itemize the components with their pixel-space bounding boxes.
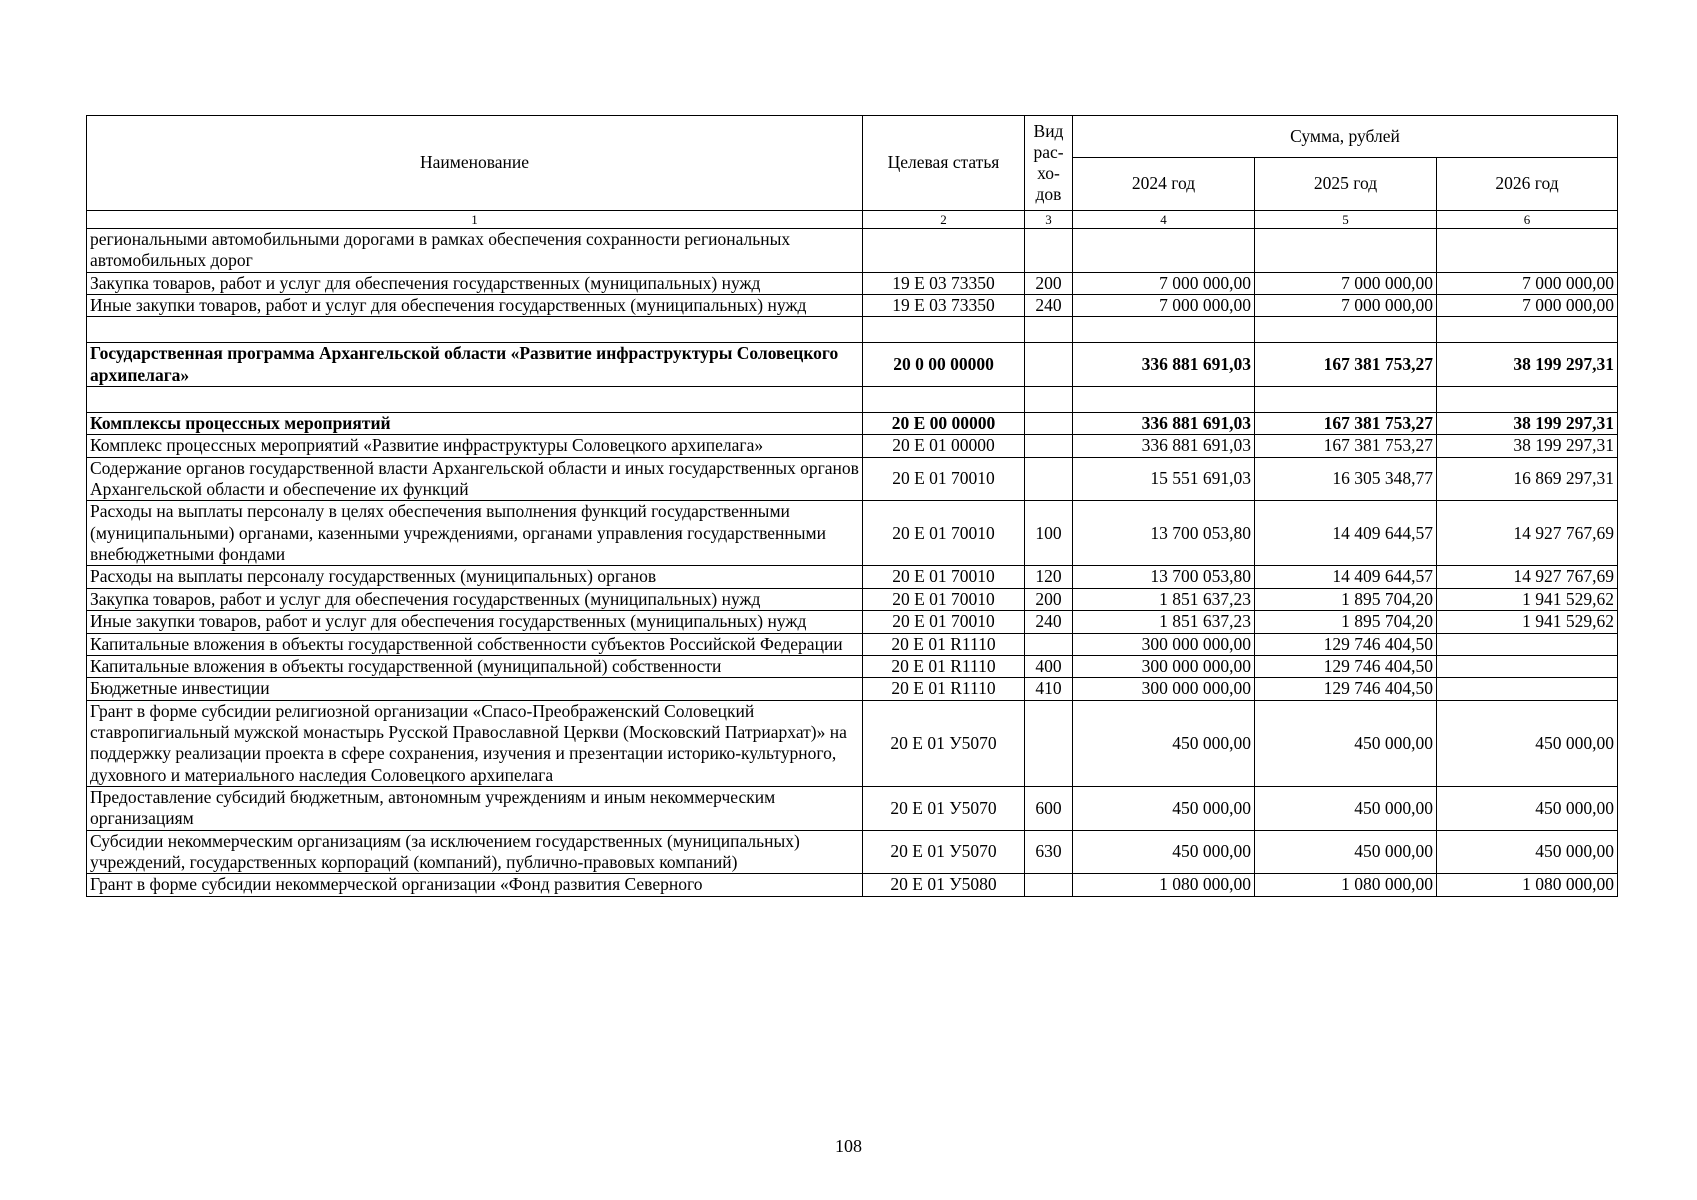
row-sum-2026: 1 941 529,62 <box>1437 588 1618 610</box>
row-sum-2025: 450 000,00 <box>1255 830 1437 874</box>
row-expense-type <box>1025 874 1073 896</box>
row-expense-type: 120 <box>1025 566 1073 588</box>
row-sum-2024: 300 000 000,00 <box>1073 633 1255 655</box>
table-row <box>87 435 1618 457</box>
spacer-cell <box>1255 387 1437 413</box>
row-target-article: 20 Е 01 R1110 <box>863 633 1025 655</box>
row-target-article: 20 Е 01 70010 <box>863 588 1025 610</box>
row-target-article: 20 Е 01 70010 <box>863 611 1025 633</box>
row-sum-2024: 7 000 000,00 <box>1073 272 1255 294</box>
row-sum-2025 <box>1255 229 1437 273</box>
row-sum-2026 <box>1437 655 1618 677</box>
header-sum: Сумма, рублей <box>1073 116 1618 158</box>
header-expense-type <box>1025 116 1073 211</box>
row-target-article: 19 Е 03 73350 <box>863 295 1025 317</box>
row-sum-2025: 129 746 404,50 <box>1255 655 1437 677</box>
row-sum-2025: 7 000 000,00 <box>1255 295 1437 317</box>
row-name: Расходы на выплаты персоналу государственных (муниципальных) органов <box>87 566 863 588</box>
spacer-cell <box>1255 317 1437 343</box>
page-number: 108 <box>835 1136 862 1156</box>
table-row <box>87 295 1618 317</box>
row-name: Субсидии некоммерческим организациям (за исключением государственных (муниципальных) учреждений, государственных корпораций (компаний), публично-правовых компаний) <box>87 830 863 874</box>
row-sum-2026: 14 927 767,69 <box>1437 501 1618 566</box>
table-body <box>87 229 1618 897</box>
row-sum-2026: 1 080 000,00 <box>1437 874 1618 896</box>
row-expense-type: 240 <box>1025 295 1073 317</box>
row-sum-2025: 129 746 404,50 <box>1255 633 1437 655</box>
spacer-cell <box>87 317 863 343</box>
spacer-cell <box>1073 317 1255 343</box>
table-row <box>87 874 1618 896</box>
table-row <box>87 611 1618 633</box>
row-name: Содержание органов государственной власти Архангельской области и иных государственных органов Архангельской области и обеспечение их функций <box>87 457 863 501</box>
row-expense-type <box>1025 343 1073 387</box>
row-expense-type: 240 <box>1025 611 1073 633</box>
table-row <box>87 413 1618 435</box>
table-row <box>87 229 1618 273</box>
row-sum-2026: 450 000,00 <box>1437 700 1618 786</box>
row-expense-type <box>1025 457 1073 501</box>
column-index: 2 <box>863 211 1025 229</box>
spacer-row <box>87 317 1618 343</box>
row-target-article: 20 Е 01 У5070 <box>863 700 1025 786</box>
row-name: Иные закупки товаров, работ и услуг для обеспечения государственных (муниципальных) нужд <box>87 611 863 633</box>
row-sum-2025: 450 000,00 <box>1255 786 1437 830</box>
header-year-2024: 2024 год <box>1073 158 1255 211</box>
row-sum-2024: 336 881 691,03 <box>1073 413 1255 435</box>
column-index-row <box>87 211 1618 229</box>
row-target-article: 20 Е 01 00000 <box>863 435 1025 457</box>
row-expense-type: 600 <box>1025 786 1073 830</box>
row-sum-2024: 300 000 000,00 <box>1073 678 1255 700</box>
row-sum-2024: 15 551 691,03 <box>1073 457 1255 501</box>
row-sum-2024: 7 000 000,00 <box>1073 295 1255 317</box>
row-sum-2025: 16 305 348,77 <box>1255 457 1437 501</box>
row-sum-2025: 1 895 704,20 <box>1255 611 1437 633</box>
row-name: Иные закупки товаров, работ и услуг для обеспечения государственных (муниципальных) нужд <box>87 295 863 317</box>
table-row <box>87 588 1618 610</box>
row-target-article: 20 Е 01 R1110 <box>863 655 1025 677</box>
spacer-cell <box>1073 387 1255 413</box>
row-sum-2026: 38 199 297,31 <box>1437 343 1618 387</box>
table-row <box>87 566 1618 588</box>
header-expense-type-line: рас- <box>1033 142 1064 162</box>
spacer-cell <box>863 317 1025 343</box>
budget-table <box>86 115 1618 897</box>
spacer-cell <box>1025 317 1073 343</box>
row-expense-type <box>1025 229 1073 273</box>
row-sum-2025: 14 409 644,57 <box>1255 566 1437 588</box>
row-sum-2024 <box>1073 229 1255 273</box>
row-expense-type: 100 <box>1025 501 1073 566</box>
table-row <box>87 633 1618 655</box>
row-target-article <box>863 229 1025 273</box>
row-sum-2026: 38 199 297,31 <box>1437 435 1618 457</box>
row-sum-2024: 336 881 691,03 <box>1073 343 1255 387</box>
row-name: региональными автомобильными дорогами в рамках обеспечения сохранности региональных автомобильных дорог <box>87 229 863 273</box>
row-sum-2025: 14 409 644,57 <box>1255 501 1437 566</box>
row-expense-type: 200 <box>1025 272 1073 294</box>
row-sum-2024: 300 000 000,00 <box>1073 655 1255 677</box>
row-sum-2025: 167 381 753,27 <box>1255 343 1437 387</box>
table-row <box>87 678 1618 700</box>
row-sum-2026 <box>1437 678 1618 700</box>
column-index: 1 <box>87 211 863 229</box>
row-sum-2026 <box>1437 633 1618 655</box>
row-name: Комплекс процессных мероприятий «Развитие инфраструктуры Соловецкого архипелага» <box>87 435 863 457</box>
row-name: Грант в форме субсидии некоммерческой организации «Фонд развития Северного <box>87 874 863 896</box>
row-sum-2024: 336 881 691,03 <box>1073 435 1255 457</box>
row-sum-2024: 13 700 053,80 <box>1073 501 1255 566</box>
row-expense-type: 630 <box>1025 830 1073 874</box>
header-year-2026: 2026 год <box>1437 158 1618 211</box>
row-target-article: 20 Е 00 00000 <box>863 413 1025 435</box>
row-expense-type: 200 <box>1025 588 1073 610</box>
row-sum-2025: 1 895 704,20 <box>1255 588 1437 610</box>
header-target-article: Целевая статья <box>863 116 1025 211</box>
row-target-article: 20 Е 01 R1110 <box>863 678 1025 700</box>
row-expense-type <box>1025 633 1073 655</box>
row-name: Расходы на выплаты персоналу в целях обеспечения выполнения функций государственными (муниципальными) органами, казенными учреждениями, органами управления государственными внебюджетными фондами <box>87 501 863 566</box>
row-sum-2025: 129 746 404,50 <box>1255 678 1437 700</box>
row-sum-2024: 1 080 000,00 <box>1073 874 1255 896</box>
row-name: Капитальные вложения в объекты государственной (муниципальной) собственности <box>87 655 863 677</box>
row-target-article: 20 0 00 00000 <box>863 343 1025 387</box>
row-name: Предоставление субсидий бюджетным, автономным учреждениям и иным некоммерческим организациям <box>87 786 863 830</box>
table-row <box>87 830 1618 874</box>
header-name: Наименование <box>87 116 863 211</box>
row-sum-2026: 450 000,00 <box>1437 786 1618 830</box>
table-row <box>87 501 1618 566</box>
row-sum-2025: 1 080 000,00 <box>1255 874 1437 896</box>
table-row <box>87 343 1618 387</box>
row-sum-2026: 7 000 000,00 <box>1437 272 1618 294</box>
row-target-article: 19 Е 03 73350 <box>863 272 1025 294</box>
column-index: 5 <box>1255 211 1437 229</box>
row-sum-2024: 450 000,00 <box>1073 830 1255 874</box>
column-index: 4 <box>1073 211 1255 229</box>
row-expense-type: 400 <box>1025 655 1073 677</box>
header-expense-type-line: Вид <box>1033 121 1064 141</box>
table-row <box>87 457 1618 501</box>
row-sum-2024: 450 000,00 <box>1073 786 1255 830</box>
row-name: Бюджетные инвестиции <box>87 678 863 700</box>
header-expense-type-line: дов <box>1035 184 1062 204</box>
spacer-row <box>87 387 1618 413</box>
row-expense-type <box>1025 435 1073 457</box>
spacer-cell <box>1437 387 1618 413</box>
row-name: Закупка товаров, работ и услуг для обеспечения государственных (муниципальных) нужд <box>87 588 863 610</box>
table-row <box>87 655 1618 677</box>
row-target-article: 20 Е 01 У5070 <box>863 830 1025 874</box>
row-target-article: 20 Е 01 У5070 <box>863 786 1025 830</box>
row-sum-2025: 167 381 753,27 <box>1255 413 1437 435</box>
row-target-article: 20 Е 01 70010 <box>863 457 1025 501</box>
table-row <box>87 786 1618 830</box>
header-year-2025: 2025 год <box>1255 158 1437 211</box>
row-sum-2026: 14 927 767,69 <box>1437 566 1618 588</box>
row-name: Государственная программа Архангельской области «Развитие инфраструктуры Соловецкого архипелага» <box>87 343 863 387</box>
row-sum-2025: 7 000 000,00 <box>1255 272 1437 294</box>
row-sum-2024: 1 851 637,23 <box>1073 588 1255 610</box>
row-target-article: 20 Е 01 70010 <box>863 501 1025 566</box>
table-header <box>87 116 1618 229</box>
table-row <box>87 700 1618 786</box>
row-name: Закупка товаров, работ и услуг для обеспечения государственных (муниципальных) нужд <box>87 272 863 294</box>
spacer-cell <box>863 387 1025 413</box>
row-sum-2026: 16 869 297,31 <box>1437 457 1618 501</box>
row-sum-2026: 38 199 297,31 <box>1437 413 1618 435</box>
row-name: Комплексы процессных мероприятий <box>87 413 863 435</box>
row-target-article: 20 Е 01 У5080 <box>863 874 1025 896</box>
row-expense-type <box>1025 700 1073 786</box>
column-index: 3 <box>1025 211 1073 229</box>
spacer-cell <box>1025 387 1073 413</box>
row-sum-2025: 167 381 753,27 <box>1255 435 1437 457</box>
row-expense-type: 410 <box>1025 678 1073 700</box>
row-name: Капитальные вложения в объекты государственной собственности субъектов Российской Федерации <box>87 633 863 655</box>
spacer-cell <box>87 387 863 413</box>
header-expense-type-line: хо- <box>1037 163 1060 183</box>
row-sum-2024: 450 000,00 <box>1073 700 1255 786</box>
row-name: Грант в форме субсидии религиозной организации «Спасо-Преображенский Соловецкий ставропигиальный мужской монастырь Русской Православной Церкви (Московский Патриархат)» на поддержку реализации проекта в сфере сохранения, изучения и презентации историко-культурного, духовного и материального наследия Соловецкого архипелага <box>87 700 863 786</box>
row-sum-2024: 1 851 637,23 <box>1073 611 1255 633</box>
spacer-cell <box>1437 317 1618 343</box>
table-row <box>87 272 1618 294</box>
row-sum-2025: 450 000,00 <box>1255 700 1437 786</box>
row-sum-2024: 13 700 053,80 <box>1073 566 1255 588</box>
row-sum-2026 <box>1437 229 1618 273</box>
row-expense-type <box>1025 413 1073 435</box>
row-sum-2026: 1 941 529,62 <box>1437 611 1618 633</box>
row-sum-2026: 450 000,00 <box>1437 830 1618 874</box>
row-sum-2026: 7 000 000,00 <box>1437 295 1618 317</box>
column-index: 6 <box>1437 211 1618 229</box>
row-target-article: 20 Е 01 70010 <box>863 566 1025 588</box>
